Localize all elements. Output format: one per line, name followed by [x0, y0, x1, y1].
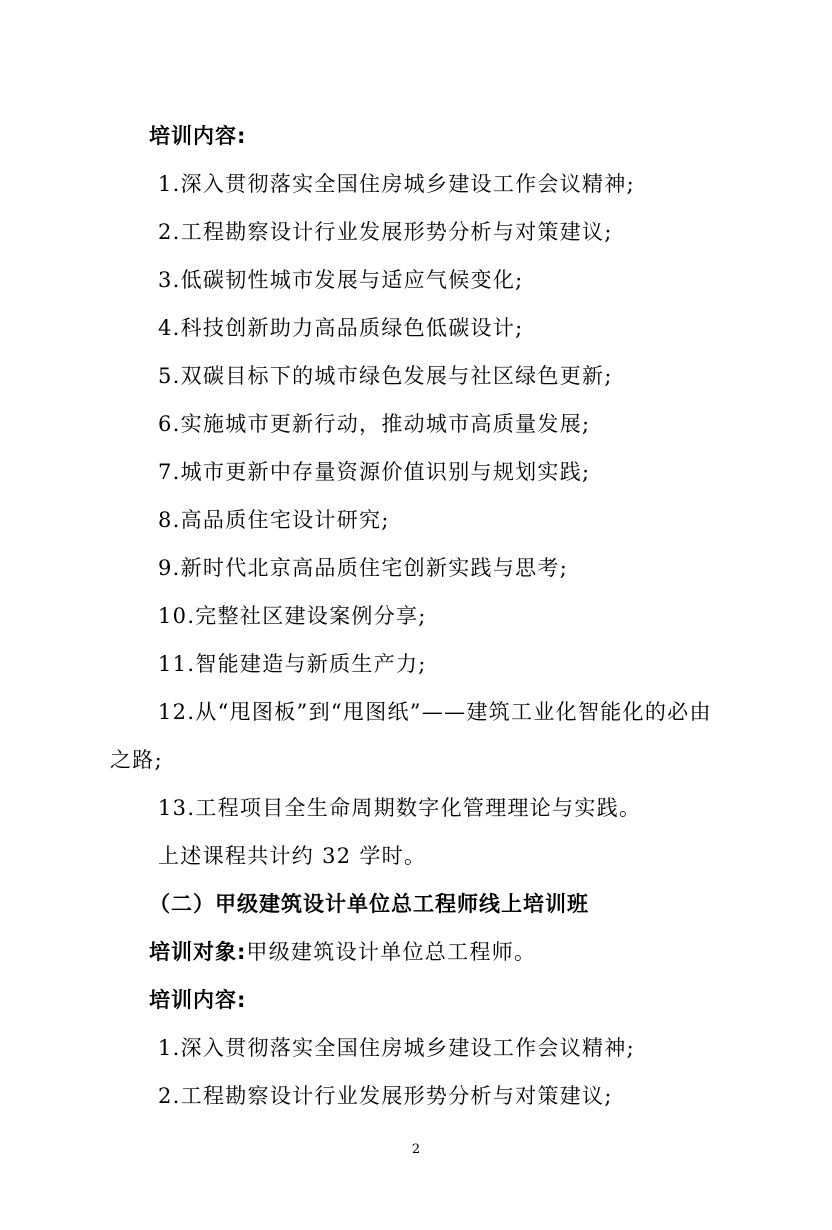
section1-item-11: 11.智能建造与新质生产力;	[158, 652, 427, 676]
section1-item-10: 10.完整社区建设案例分享;	[158, 604, 427, 628]
section2-item-1: 1.深入贯彻落实全国住房城乡建设工作会议精神;	[158, 1036, 636, 1060]
section2-item-2: 2.工程勘察设计行业发展形势分析与对策建议;	[158, 1084, 613, 1108]
section2-target-line	[149, 938, 536, 966]
section1-item-7: 7.城市更新中存量资源价值识别与规划实践;	[158, 460, 591, 484]
section1-item-6: 6.实施城市更新行动，推动城市高质量发展;	[158, 412, 591, 436]
section1-item-3: 3.低碳韧性城市发展与适应气候变化;	[158, 268, 524, 292]
section1-summary: 上述课程共计约 32 学时。	[158, 844, 427, 868]
section1-item-8: 8.高品质住宅设计研究;	[158, 508, 390, 532]
section1-item-12-continued: 之路;	[110, 748, 163, 772]
section1-item-9: 9.新时代北京高品质住宅创新实践与思考;	[158, 556, 569, 580]
section2-title: （二）甲级建筑设计单位总工程师线上培训班	[149, 892, 589, 916]
section2-target-label: 培训对象:	[149, 940, 247, 964]
section2-content-label: 培训内容:	[149, 988, 247, 1012]
section1-item-1: 1.深入贯彻落实全国住房城乡建设工作会议精神;	[158, 172, 636, 196]
section1-item-4: 4.科技创新助力高品质绿色低碳设计;	[158, 316, 524, 340]
section1-item-12: 12.从“甩图板”到“甩图纸”——建筑工业化智能化的必由	[158, 700, 712, 724]
section1-content-label: 培训内容:	[149, 124, 247, 148]
page-number: 2	[411, 1142, 421, 1157]
section1-item-5: 5.双碳目标下的城市绿色发展与社区绿色更新;	[158, 364, 613, 388]
section1-item-2: 2.工程勘察设计行业发展形势分析与对策建议;	[158, 220, 613, 244]
section2-target-value: 甲级建筑设计单位总工程师。	[246, 940, 537, 964]
section1-item-13: 13.工程项目全生命周期数字化管理理论与实践。	[158, 796, 642, 820]
